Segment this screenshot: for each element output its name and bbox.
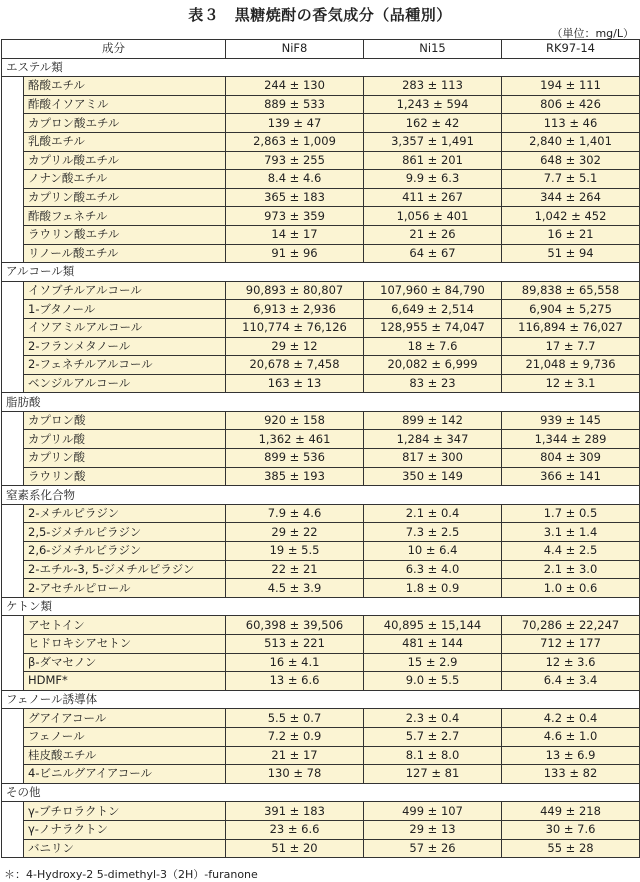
indent-cell xyxy=(2,77,24,96)
value-cell: 29 ± 12 xyxy=(226,337,364,356)
table-body xyxy=(2,58,640,858)
value-cell: 385 ± 193 xyxy=(226,467,364,486)
value-cell: 344 ± 264 xyxy=(502,188,640,207)
component-name: バニリン xyxy=(24,839,226,858)
value-cell: 19 ± 5.5 xyxy=(226,542,364,561)
table-row xyxy=(2,653,640,672)
value-cell: 57 ± 26 xyxy=(364,839,502,858)
header-rk97-14: RK97-14 xyxy=(502,40,640,59)
indent-cell xyxy=(2,765,24,784)
component-name: 2-フェネチルアルコール xyxy=(24,356,226,375)
value-cell: 365 ± 183 xyxy=(226,188,364,207)
table-row xyxy=(2,411,640,430)
value-cell: 1,362 ± 461 xyxy=(226,430,364,449)
header-ni15: Ni15 xyxy=(364,40,502,59)
value-cell: 2.1 ± 3.0 xyxy=(502,560,640,579)
value-cell: 130 ± 78 xyxy=(226,765,364,784)
indent-cell xyxy=(2,467,24,486)
value-cell: 2,863 ± 1,009 xyxy=(226,132,364,151)
category-label: 窒素系化合物 xyxy=(2,486,640,505)
value-cell: 1.0 ± 0.6 xyxy=(502,579,640,598)
component-name: カプリル酸 xyxy=(24,430,226,449)
value-cell: 712 ± 177 xyxy=(502,635,640,654)
value-cell: 16 ± 21 xyxy=(502,225,640,244)
value-cell: 939 ± 145 xyxy=(502,411,640,430)
value-cell: 6.4 ± 3.4 xyxy=(502,672,640,691)
component-name: ノナン酸エチル xyxy=(24,170,226,189)
value-cell: 23 ± 6.6 xyxy=(226,820,364,839)
component-name: 2-フランメタノール xyxy=(24,337,226,356)
value-cell: 163 ± 13 xyxy=(226,374,364,393)
component-name: 1-ブタノール xyxy=(24,300,226,319)
value-cell: 12 ± 3.1 xyxy=(502,374,640,393)
indent-cell xyxy=(2,281,24,300)
value-cell: 817 ± 300 xyxy=(364,449,502,468)
category-row xyxy=(2,393,640,412)
unit-label: （単位：mg/L） xyxy=(551,27,634,40)
component-name: イソブチルアルコール xyxy=(24,281,226,300)
value-cell: 7.3 ± 2.5 xyxy=(364,523,502,542)
table-row xyxy=(2,560,640,579)
component-name: 桂皮酸エチル xyxy=(24,746,226,765)
indent-cell xyxy=(2,542,24,561)
table-row xyxy=(2,727,640,746)
value-cell: 15 ± 2.9 xyxy=(364,653,502,672)
indent-cell xyxy=(2,300,24,319)
header-row xyxy=(2,40,640,59)
value-cell: 21 ± 26 xyxy=(364,225,502,244)
value-cell: 449 ± 218 xyxy=(502,802,640,821)
value-cell: 90,893 ± 80,807 xyxy=(226,281,364,300)
indent-cell xyxy=(2,356,24,375)
value-cell: 899 ± 536 xyxy=(226,449,364,468)
component-name: 酪酸エチル xyxy=(24,77,226,96)
value-cell: 55 ± 28 xyxy=(502,839,640,858)
value-cell: 40,895 ± 15,144 xyxy=(364,616,502,635)
component-name: フェノール xyxy=(24,727,226,746)
header-nif8: NiF8 xyxy=(226,40,364,59)
indent-cell xyxy=(2,709,24,728)
indent-cell xyxy=(2,523,24,542)
value-cell: 793 ± 255 xyxy=(226,151,364,170)
value-cell: 89,838 ± 65,558 xyxy=(502,281,640,300)
indent-cell xyxy=(2,616,24,635)
category-row xyxy=(2,783,640,802)
indent-cell xyxy=(2,244,24,263)
category-label: その他 xyxy=(2,783,640,802)
value-cell: 411 ± 267 xyxy=(364,188,502,207)
indent-cell xyxy=(2,560,24,579)
indent-cell xyxy=(2,839,24,858)
value-cell: 13 ± 6.6 xyxy=(226,672,364,691)
indent-cell xyxy=(2,430,24,449)
table-row xyxy=(2,188,640,207)
value-cell: 7.9 ± 4.6 xyxy=(226,504,364,523)
value-cell: 83 ± 23 xyxy=(364,374,502,393)
value-cell: 1.8 ± 0.9 xyxy=(364,579,502,598)
value-cell: 8.4 ± 4.6 xyxy=(226,170,364,189)
value-cell: 7.7 ± 5.1 xyxy=(502,170,640,189)
table-row xyxy=(2,77,640,96)
component-name: 酢酸イソアミル xyxy=(24,95,226,114)
component-name: 2-アセチルピロール xyxy=(24,579,226,598)
value-cell: 648 ± 302 xyxy=(502,151,640,170)
value-cell: 127 ± 81 xyxy=(364,765,502,784)
value-cell: 128,955 ± 74,047 xyxy=(364,318,502,337)
table-row xyxy=(2,170,640,189)
header-component: 成分 xyxy=(2,40,226,59)
value-cell: 861 ± 201 xyxy=(364,151,502,170)
value-cell: 6,913 ± 2,936 xyxy=(226,300,364,319)
value-cell: 14 ± 17 xyxy=(226,225,364,244)
value-cell: 350 ± 149 xyxy=(364,467,502,486)
indent-cell xyxy=(2,635,24,654)
component-name: β-ダマセノン xyxy=(24,653,226,672)
value-cell: 162 ± 42 xyxy=(364,114,502,133)
component-name: 酢酸フェネチル xyxy=(24,207,226,226)
table-row xyxy=(2,504,640,523)
value-cell: 60,398 ± 39,506 xyxy=(226,616,364,635)
value-cell: 51 ± 20 xyxy=(226,839,364,858)
component-name: リノール酸エチル xyxy=(24,244,226,263)
component-name: 2,5-ジメチルピラジン xyxy=(24,523,226,542)
value-cell: 21 ± 17 xyxy=(226,746,364,765)
table-row xyxy=(2,709,640,728)
component-name: カプリル酸エチル xyxy=(24,151,226,170)
table-row xyxy=(2,746,640,765)
value-cell: 70,286 ± 22,247 xyxy=(502,616,640,635)
component-name: グアイアコール xyxy=(24,709,226,728)
table-row xyxy=(2,765,640,784)
indent-cell xyxy=(2,449,24,468)
table-row xyxy=(2,672,640,691)
table-row xyxy=(2,225,640,244)
table-title: 表３ 黒糖焼酎の香気成分（品種別） xyxy=(188,6,452,24)
indent-cell xyxy=(2,207,24,226)
value-cell: 18 ± 7.6 xyxy=(364,337,502,356)
value-cell: 3,357 ± 1,491 xyxy=(364,132,502,151)
value-cell: 2.3 ± 0.4 xyxy=(364,709,502,728)
table-row xyxy=(2,467,640,486)
value-cell: 1.7 ± 0.5 xyxy=(502,504,640,523)
value-cell: 91 ± 96 xyxy=(226,244,364,263)
category-label: フェノール誘導体 xyxy=(2,690,640,709)
table-row xyxy=(2,839,640,858)
table-row xyxy=(2,579,640,598)
category-row xyxy=(2,58,640,77)
value-cell: 194 ± 111 xyxy=(502,77,640,96)
table-row xyxy=(2,449,640,468)
indent-cell xyxy=(2,151,24,170)
indent-cell xyxy=(2,95,24,114)
indent-cell xyxy=(2,132,24,151)
indent-cell xyxy=(2,820,24,839)
table-row xyxy=(2,542,640,561)
indent-cell xyxy=(2,188,24,207)
table-row xyxy=(2,207,640,226)
component-name: 4-ビニルグアイアコール xyxy=(24,765,226,784)
component-name: γ-ノナラクトン xyxy=(24,820,226,839)
value-cell: 499 ± 107 xyxy=(364,802,502,821)
value-cell: 30 ± 7.6 xyxy=(502,820,640,839)
value-cell: 110,774 ± 76,126 xyxy=(226,318,364,337)
indent-cell xyxy=(2,114,24,133)
value-cell: 7.2 ± 0.9 xyxy=(226,727,364,746)
value-cell: 29 ± 13 xyxy=(364,820,502,839)
value-cell: 107,960 ± 84,790 xyxy=(364,281,502,300)
category-label: ケトン類 xyxy=(2,597,640,616)
value-cell: 366 ± 141 xyxy=(502,467,640,486)
value-cell: 6.3 ± 4.0 xyxy=(364,560,502,579)
value-cell: 973 ± 359 xyxy=(226,207,364,226)
component-name: カプリン酸 xyxy=(24,449,226,468)
value-cell: 920 ± 158 xyxy=(226,411,364,430)
category-row xyxy=(2,486,640,505)
category-row xyxy=(2,263,640,282)
value-cell: 1,284 ± 347 xyxy=(364,430,502,449)
category-label: アルコール類 xyxy=(2,263,640,282)
value-cell: 889 ± 533 xyxy=(226,95,364,114)
category-row xyxy=(2,597,640,616)
value-cell: 5.7 ± 2.7 xyxy=(364,727,502,746)
value-cell: 4.2 ± 0.4 xyxy=(502,709,640,728)
value-cell: 2,840 ± 1,401 xyxy=(502,132,640,151)
component-name: カプロン酸エチル xyxy=(24,114,226,133)
value-cell: 2.1 ± 0.4 xyxy=(364,504,502,523)
value-cell: 8.1 ± 8.0 xyxy=(364,746,502,765)
value-cell: 13 ± 6.9 xyxy=(502,746,640,765)
table-row xyxy=(2,337,640,356)
table-row xyxy=(2,300,640,319)
footnote: ＊：4-Hydroxy-2 5-dimethyl-3（2H）-furanone xyxy=(4,868,258,881)
component-name: HDMF* xyxy=(24,672,226,691)
table-row xyxy=(2,430,640,449)
value-cell: 806 ± 426 xyxy=(502,95,640,114)
component-name: ラウリン酸 xyxy=(24,467,226,486)
value-cell: 4.4 ± 2.5 xyxy=(502,542,640,561)
indent-cell xyxy=(2,802,24,821)
indent-cell xyxy=(2,337,24,356)
indent-cell xyxy=(2,653,24,672)
table-row xyxy=(2,244,640,263)
indent-cell xyxy=(2,225,24,244)
table-row xyxy=(2,374,640,393)
component-name: 2,6-ジメチルピラジン xyxy=(24,542,226,561)
value-cell: 116,894 ± 76,027 xyxy=(502,318,640,337)
table-row xyxy=(2,132,640,151)
value-cell: 9.0 ± 5.5 xyxy=(364,672,502,691)
value-cell: 804 ± 309 xyxy=(502,449,640,468)
value-cell: 6,649 ± 2,514 xyxy=(364,300,502,319)
component-name: アセトイン xyxy=(24,616,226,635)
value-cell: 4.6 ± 1.0 xyxy=(502,727,640,746)
component-name: ヒドロキシアセトン xyxy=(24,635,226,654)
indent-cell xyxy=(2,318,24,337)
component-name: 乳酸エチル xyxy=(24,132,226,151)
table-row xyxy=(2,820,640,839)
value-cell: 12 ± 3.6 xyxy=(502,653,640,672)
component-name: 2-エチル-3, 5-ジメチルピラジン xyxy=(24,560,226,579)
value-cell: 16 ± 4.1 xyxy=(226,653,364,672)
aroma-components-table xyxy=(1,39,640,858)
indent-cell xyxy=(2,504,24,523)
table-row xyxy=(2,151,640,170)
value-cell: 20,082 ± 6,999 xyxy=(364,356,502,375)
component-name: ベンジルアルコール xyxy=(24,374,226,393)
indent-cell xyxy=(2,579,24,598)
value-cell: 283 ± 113 xyxy=(364,77,502,96)
indent-cell xyxy=(2,170,24,189)
value-cell: 29 ± 22 xyxy=(226,523,364,542)
value-cell: 1,056 ± 401 xyxy=(364,207,502,226)
indent-cell xyxy=(2,746,24,765)
component-name: ラウリン酸エチル xyxy=(24,225,226,244)
value-cell: 1,042 ± 452 xyxy=(502,207,640,226)
indent-cell xyxy=(2,411,24,430)
table-row xyxy=(2,114,640,133)
value-cell: 17 ± 7.7 xyxy=(502,337,640,356)
value-cell: 6,904 ± 5,275 xyxy=(502,300,640,319)
table-row xyxy=(2,281,640,300)
value-cell: 139 ± 47 xyxy=(226,114,364,133)
table-row xyxy=(2,318,640,337)
value-cell: 21,048 ± 9,736 xyxy=(502,356,640,375)
value-cell: 244 ± 130 xyxy=(226,77,364,96)
value-cell: 513 ± 221 xyxy=(226,635,364,654)
value-cell: 899 ± 142 xyxy=(364,411,502,430)
value-cell: 4.5 ± 3.9 xyxy=(226,579,364,598)
value-cell: 3.1 ± 1.4 xyxy=(502,523,640,542)
component-name: γ-ブチロラクトン xyxy=(24,802,226,821)
table-row xyxy=(2,95,640,114)
indent-cell xyxy=(2,374,24,393)
component-name: 2-メチルピラジン xyxy=(24,504,226,523)
value-cell: 113 ± 46 xyxy=(502,114,640,133)
table-row xyxy=(2,356,640,375)
component-name: カプリン酸エチル xyxy=(24,188,226,207)
table-row xyxy=(2,616,640,635)
indent-cell xyxy=(2,672,24,691)
value-cell: 391 ± 183 xyxy=(226,802,364,821)
category-row xyxy=(2,690,640,709)
table-row xyxy=(2,635,640,654)
value-cell: 22 ± 21 xyxy=(226,560,364,579)
table-row xyxy=(2,523,640,542)
value-cell: 481 ± 144 xyxy=(364,635,502,654)
value-cell: 9.9 ± 6.3 xyxy=(364,170,502,189)
category-label: エステル類 xyxy=(2,58,640,77)
indent-cell xyxy=(2,727,24,746)
value-cell: 133 ± 82 xyxy=(502,765,640,784)
value-cell: 64 ± 67 xyxy=(364,244,502,263)
value-cell: 1,344 ± 289 xyxy=(502,430,640,449)
category-label: 脂肪酸 xyxy=(2,393,640,412)
component-name: カプロン酸 xyxy=(24,411,226,430)
value-cell: 1,243 ± 594 xyxy=(364,95,502,114)
value-cell: 5.5 ± 0.7 xyxy=(226,709,364,728)
value-cell: 20,678 ± 7,458 xyxy=(226,356,364,375)
component-name: イソアミルアルコール xyxy=(24,318,226,337)
value-cell: 51 ± 94 xyxy=(502,244,640,263)
value-cell: 10 ± 6.4 xyxy=(364,542,502,561)
table-row xyxy=(2,802,640,821)
